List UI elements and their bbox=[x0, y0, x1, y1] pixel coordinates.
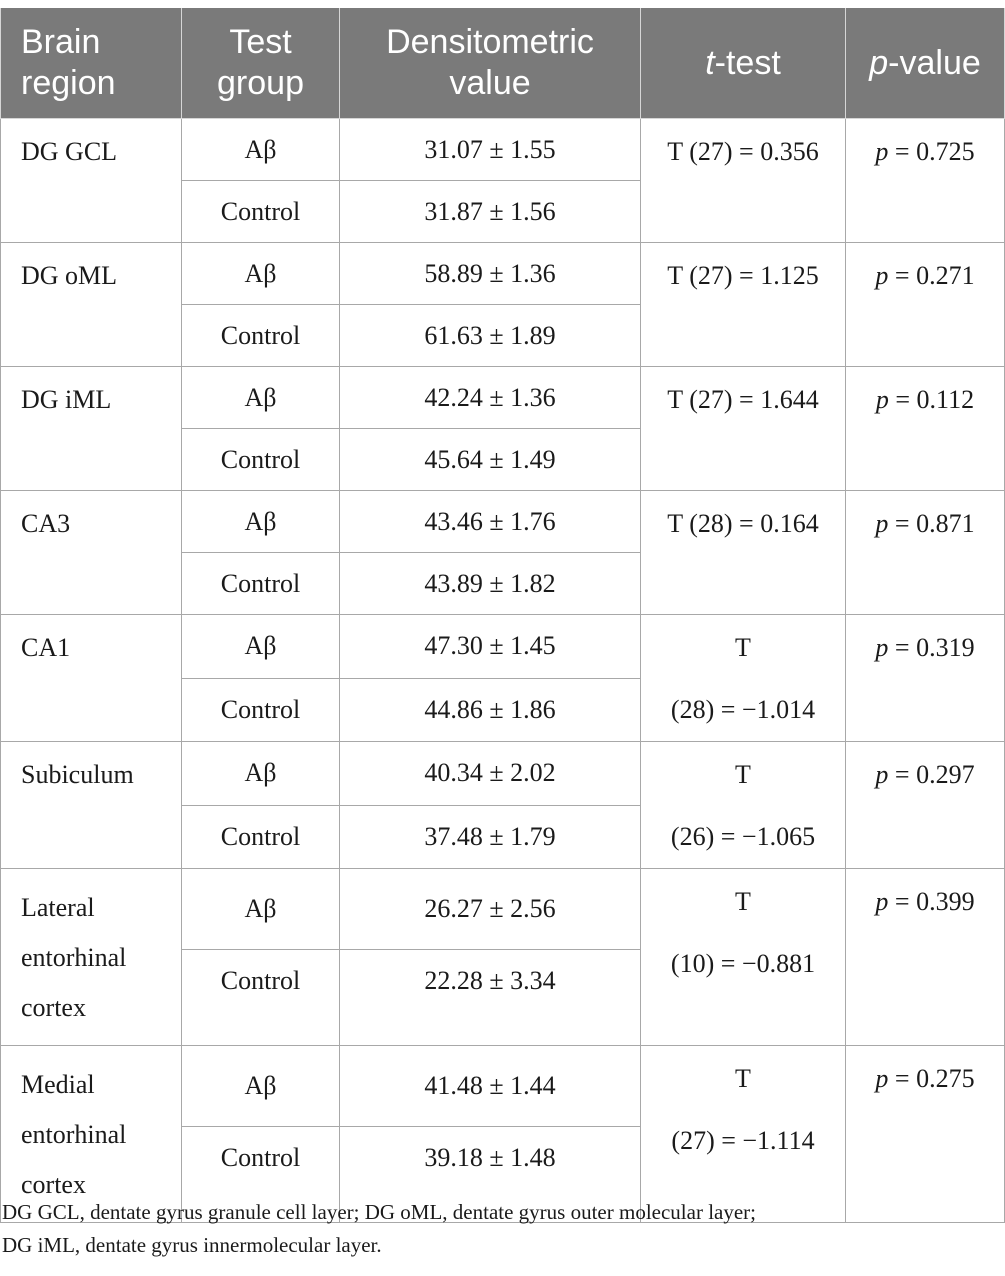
t-test-cell bbox=[641, 742, 846, 869]
test-group-cell: Control bbox=[182, 429, 340, 491]
header-p-value-suffix: -value bbox=[888, 43, 981, 82]
table-row bbox=[1, 491, 1005, 553]
p-value-number: = 0.871 bbox=[888, 509, 975, 538]
footnote-line: DG GCL, dentate gyrus granule cell layer; DG oML, dentate gyrus outer molecular layer; bbox=[2, 1200, 757, 1224]
t-test-line: (28) = −1.014 bbox=[670, 695, 816, 724]
densitometric-results-table bbox=[0, 8, 1005, 1223]
test-group-cell: Aβ bbox=[182, 1046, 340, 1127]
table-row bbox=[1, 615, 1005, 679]
table-row bbox=[1, 243, 1005, 305]
results-table-wrapper bbox=[0, 8, 1004, 1223]
brain-region-cell: CA3 bbox=[1, 491, 182, 615]
p-value-symbol: p bbox=[875, 1064, 889, 1093]
header-densitometric-value: Densitometric value bbox=[340, 8, 641, 119]
p-value-symbol: p bbox=[875, 137, 889, 166]
p-value-number: = 0.725 bbox=[888, 137, 975, 166]
densitometric-value-cell: 43.89 ± 1.82 bbox=[340, 553, 641, 615]
t-test-line: T bbox=[735, 1064, 751, 1093]
brain-region-cell: Subiculum bbox=[1, 742, 182, 869]
t-test-cell bbox=[641, 243, 846, 367]
table-row bbox=[1, 119, 1005, 181]
t-test-line: T (28) = 0.164 bbox=[667, 509, 819, 538]
test-group-cell: Control bbox=[182, 950, 340, 1046]
p-value-symbol: p bbox=[875, 887, 889, 916]
p-value-number: = 0.275 bbox=[888, 1064, 975, 1093]
p-value-number: = 0.112 bbox=[888, 385, 975, 414]
header-t-test-symbol: t bbox=[705, 43, 715, 82]
t-test-line: T bbox=[735, 887, 751, 916]
p-value-symbol: p bbox=[875, 760, 889, 789]
header-row bbox=[1, 8, 1005, 119]
table-row bbox=[1, 1046, 1005, 1127]
densitometric-value-cell: 42.24 ± 1.36 bbox=[340, 367, 641, 429]
p-value-number: = 0.319 bbox=[888, 633, 975, 662]
test-group-cell: Control bbox=[182, 553, 340, 615]
test-group-cell: Aβ bbox=[182, 491, 340, 553]
p-value-cell bbox=[846, 615, 1005, 742]
t-test-line: T (27) = 1.125 bbox=[667, 261, 819, 290]
t-test-cell bbox=[641, 119, 846, 243]
brain-region-cell: DG oML bbox=[1, 243, 182, 367]
table-header bbox=[1, 8, 1005, 119]
p-value-number: = 0.297 bbox=[888, 760, 975, 789]
p-value-symbol: p bbox=[875, 633, 889, 662]
table-row bbox=[1, 367, 1005, 429]
t-test-line: T (27) = 0.356 bbox=[667, 137, 819, 166]
densitometric-value-cell: 31.87 ± 1.56 bbox=[340, 181, 641, 243]
p-value-cell bbox=[846, 119, 1005, 243]
densitometric-value-cell: 45.64 ± 1.49 bbox=[340, 429, 641, 491]
header-t-test bbox=[641, 8, 846, 119]
densitometric-value-cell: 47.30 ± 1.45 bbox=[340, 615, 641, 679]
test-group-cell: Control bbox=[182, 805, 340, 869]
t-test-line: (10) = −0.881 bbox=[670, 949, 816, 978]
table-row bbox=[1, 742, 1005, 806]
header-p-value bbox=[846, 8, 1005, 119]
test-group-cell: Aβ bbox=[182, 742, 340, 806]
p-value-cell bbox=[846, 491, 1005, 615]
p-value-symbol: p bbox=[875, 261, 889, 290]
test-group-cell: Aβ bbox=[182, 869, 340, 950]
header-brain-region: Brain region bbox=[1, 8, 182, 119]
test-group-cell: Control bbox=[182, 181, 340, 243]
table-body bbox=[1, 119, 1005, 1223]
t-test-line: T bbox=[735, 760, 751, 789]
header-t-test-suffix: -test bbox=[714, 43, 781, 82]
t-test-line: (27) = −1.114 bbox=[671, 1126, 815, 1155]
t-test-line: T (27) = 1.644 bbox=[667, 385, 819, 414]
densitometric-value-cell: 43.46 ± 1.76 bbox=[340, 491, 641, 553]
brain-region-cell: DG iML bbox=[1, 367, 182, 491]
t-test-line: (26) = −1.065 bbox=[670, 822, 816, 851]
p-value-number: = 0.271 bbox=[888, 261, 975, 290]
table-row bbox=[1, 869, 1005, 950]
footnote-line: DG iML, dentate gyrus innermolecular layer. bbox=[2, 1233, 382, 1257]
header-p-value-symbol: p bbox=[869, 43, 889, 82]
t-test-cell bbox=[641, 367, 846, 491]
table-footnote bbox=[2, 1196, 1002, 1262]
p-value-number: = 0.399 bbox=[888, 887, 975, 916]
densitometric-value-cell: 31.07 ± 1.55 bbox=[340, 119, 641, 181]
t-test-cell bbox=[641, 615, 846, 742]
densitometric-value-cell: 37.48 ± 1.79 bbox=[340, 805, 641, 869]
densitometric-value-cell: 26.27 ± 2.56 bbox=[340, 869, 641, 950]
p-value-symbol: p bbox=[875, 385, 889, 414]
p-value-cell bbox=[846, 742, 1005, 869]
brain-region-cell: Medial entorhinal cortex bbox=[1, 1046, 182, 1223]
densitometric-value-cell: 44.86 ± 1.86 bbox=[340, 678, 641, 742]
densitometric-value-cell: 22.28 ± 3.34 bbox=[340, 950, 641, 1046]
t-test-line: T bbox=[735, 633, 751, 662]
test-group-cell: Control bbox=[182, 1127, 340, 1223]
test-group-cell: Aβ bbox=[182, 119, 340, 181]
densitometric-value-cell: 40.34 ± 2.02 bbox=[340, 742, 641, 806]
test-group-cell: Aβ bbox=[182, 615, 340, 679]
p-value-cell bbox=[846, 243, 1005, 367]
densitometric-value-cell: 58.89 ± 1.36 bbox=[340, 243, 641, 305]
test-group-cell: Control bbox=[182, 678, 340, 742]
p-value-cell bbox=[846, 367, 1005, 491]
t-test-cell bbox=[641, 869, 846, 1046]
densitometric-value-cell: 61.63 ± 1.89 bbox=[340, 305, 641, 367]
brain-region-cell: CA1 bbox=[1, 615, 182, 742]
brain-region-cell: Lateral entorhinal cortex bbox=[1, 869, 182, 1046]
densitometric-value-cell: 39.18 ± 1.48 bbox=[340, 1127, 641, 1223]
densitometric-value-cell: 41.48 ± 1.44 bbox=[340, 1046, 641, 1127]
p-value-cell bbox=[846, 869, 1005, 1046]
brain-region-cell: DG GCL bbox=[1, 119, 182, 243]
header-test-group: Test group bbox=[182, 8, 340, 119]
test-group-cell: Aβ bbox=[182, 367, 340, 429]
test-group-cell: Control bbox=[182, 305, 340, 367]
t-test-cell bbox=[641, 491, 846, 615]
test-group-cell: Aβ bbox=[182, 243, 340, 305]
p-value-symbol: p bbox=[875, 509, 889, 538]
